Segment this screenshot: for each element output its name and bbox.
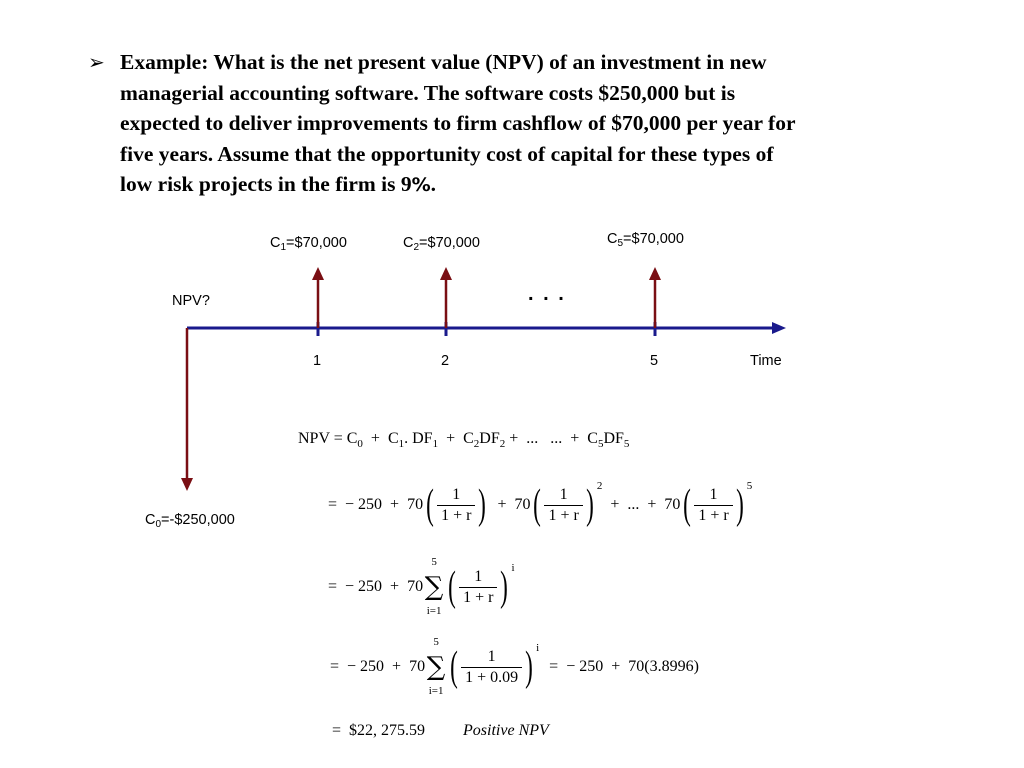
tick-label-5: 5 — [650, 353, 659, 369]
problem-line-2: managerial accounting software. The software costs $250,000 but is — [120, 80, 736, 105]
problem-line-1: Example: What is the net present value (NPV) of an investment in new — [120, 50, 767, 74]
npv-expanded-equation: = − 250 + 70( $\frac{1}{1 + r}$ ) + 70( $\frac{1}{1 + r}$ ) $^2$ + ... + 70( $\frac{1}{1 + r}$ ) $^5$ — [328, 479, 753, 528]
npv-summation-equation: = − 250 + 70 5 ∑ i=1 ( $\frac{1}{1 + r}$ ) $^i$ — [328, 556, 515, 617]
time-axis-arrowhead — [772, 322, 786, 334]
cashflow-label-c2: $C_2=\$70,000$ — [403, 235, 480, 253]
positive-npv-note: Positive NPV — [463, 722, 549, 739]
problem-line-4: five years. Assume that the opportunity cost of capital for these types of — [120, 141, 774, 166]
npv-result: = $22, 275.59 Positive NPV — [332, 722, 549, 739]
problem-line-3: expected to deliver improvements to firm cashflow of $70,000 per year for — [120, 111, 796, 135]
ellipsis: . . . — [528, 283, 566, 305]
cashflow-label-c0: $C_0=-\$250,000$ — [145, 512, 235, 530]
bullet-arrow-icon: ➢ — [88, 50, 105, 74]
cashflow-arrowhead-c1 — [312, 267, 324, 280]
npv-definition-equation: NPV = $C_0 + C_1$. $DF_1 + C_2DF_2$ + ... ... + $C_5DF_5$ — [298, 430, 630, 450]
cashflow-arrowhead-c0 — [181, 478, 193, 491]
cashflow-label-c5: $C_5=\$70,000$ — [607, 231, 684, 249]
problem-line-5: low risk projects in the firm is 9%. — [120, 172, 437, 196]
tick-label-1: 1 — [313, 353, 322, 369]
tick-label-2: 2 — [441, 353, 450, 369]
cashflow-label-c1: $C_1=\$70,000$ — [270, 235, 347, 253]
cashflow-arrowhead-c5 — [649, 267, 661, 280]
npv-numeric-equation: = − 250 + 70 5 ∑ i=1 ( $\frac{1}{1 + 0.09}$ ) $^i$= − 250 + 70(3.8996) — [330, 636, 699, 697]
npv-question-label: NPV? — [172, 293, 210, 309]
cashflow-arrowhead-c2 — [440, 267, 452, 280]
time-axis-label: Time — [750, 353, 782, 369]
